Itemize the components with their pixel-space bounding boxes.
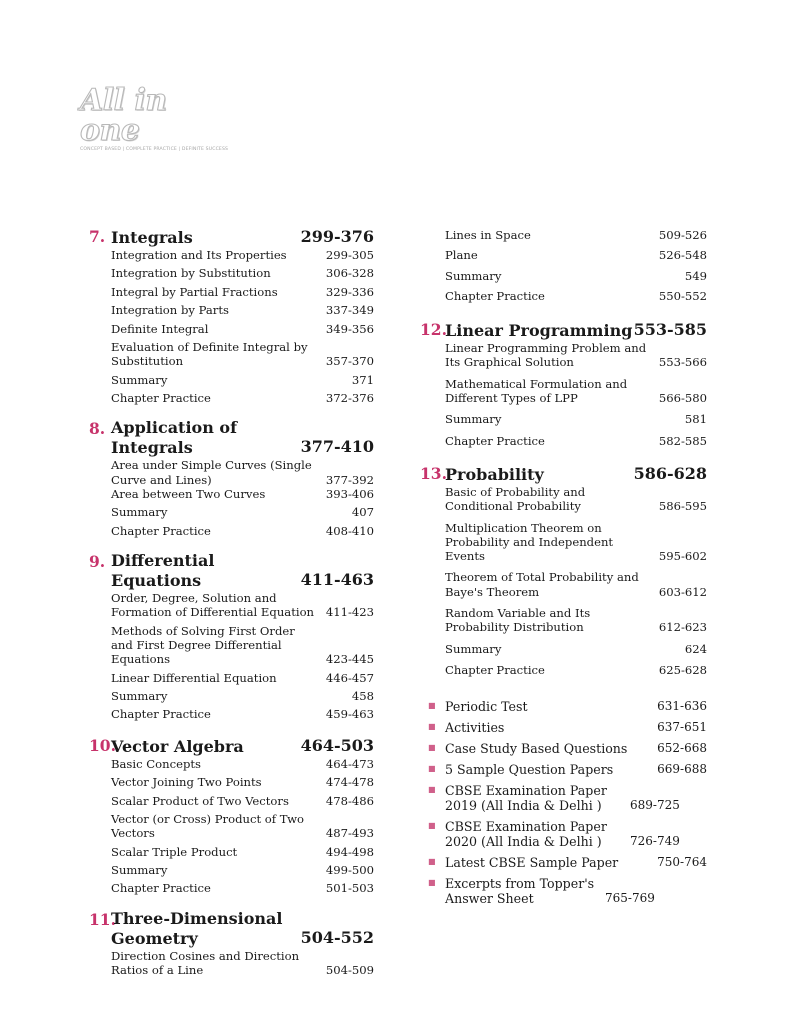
bullet-icon: ■ [428, 722, 436, 732]
brand-logo [80, 83, 230, 152]
chapter-13 [420, 463, 707, 677]
chapter-7 [89, 226, 374, 405]
chapter-11-continued [420, 226, 707, 303]
bullet-icon: ■ [428, 743, 436, 753]
chapter-title[interactable]: Application of Integrals [111, 418, 237, 458]
toc-topic[interactable]: Summary 407 [111, 505, 374, 520]
chapter-10 [89, 735, 374, 896]
chapter-11 [89, 909, 374, 978]
logo-tagline: CONCEPT BASED | COMPLETE PRACTICE | DEFINITE SUCCESS [80, 147, 229, 152]
toc-topic[interactable]: Integration by Parts 337-349 [111, 303, 374, 318]
chapter-number: 11. [89, 909, 116, 929]
extras-item[interactable]: ■ Activities 637-651 [420, 720, 707, 735]
chapter-title[interactable]: Integrals [111, 228, 193, 247]
chapter-number: 8. [89, 419, 106, 439]
toc-topic[interactable]: Definite Integral 349-356 [111, 321, 374, 336]
chapter-title[interactable]: Probability [445, 464, 544, 484]
toc-right-column [420, 226, 707, 912]
bullet-icon: ■ [428, 701, 436, 711]
chapter-number: 7. [89, 227, 106, 246]
toc-topic[interactable]: Integration by Substitution 306-328 [111, 266, 374, 281]
toc-topic[interactable]: Basic of Probability and Conditional Probability 586-595 [445, 484, 707, 514]
chapter-title[interactable]: Vector Algebra [111, 736, 244, 756]
toc-topic[interactable]: Chapter Practice 550-552 [445, 288, 707, 303]
toc-topic[interactable]: Direction Cosines and Direction Ratios of a Line 504-509 [111, 948, 374, 977]
chapter-page-range: 504-552 [300, 927, 374, 947]
chapter-8 [89, 418, 374, 538]
toc-topic[interactable]: Area between Two Curves 393-406 [111, 486, 374, 501]
toc-topic[interactable]: Multiplication Theorem on Probability and Independent Events 595-602 [445, 520, 707, 564]
chapter-title[interactable]: Three-Dimensional Geometry [111, 908, 283, 948]
toc-topic[interactable]: Evaluation of Definite Integral by Substitution 357-370 [111, 339, 374, 369]
extras-list [420, 699, 707, 906]
toc-topic[interactable]: Area under Simple Curves (Single Curve and Lines) 377-392 [111, 458, 374, 487]
chapter-title[interactable]: Linear Programming [445, 321, 633, 341]
toc-topic[interactable]: Lines in Space 509-526 [445, 228, 707, 242]
chapter-page-range: 411-463 [300, 570, 374, 589]
chapter-page-range: 299-376 [300, 227, 374, 246]
chapter-page-range: 586-628 [633, 463, 707, 483]
toc-left-column [89, 226, 374, 990]
bullet-icon: ■ [428, 764, 436, 774]
toc-topic[interactable]: Chapter Practice 501-503 [111, 881, 374, 896]
extras-item[interactable]: ■ Periodic Test 631-636 [420, 699, 707, 714]
extras-item[interactable]: ■ 5 Sample Question Papers 669-688 [420, 762, 707, 777]
toc-topic[interactable]: Chapter Practice 582-585 [445, 433, 707, 448]
bullet-icon: ■ [428, 785, 436, 795]
chapter-9 [89, 551, 374, 722]
toc-topic[interactable]: Summary 499-500 [111, 863, 374, 877]
chapter-number: 10. [89, 735, 116, 755]
toc-topic[interactable]: Basic Concepts 464-473 [111, 756, 374, 771]
chapter-title[interactable]: Differential Equations [111, 551, 215, 590]
extras-item[interactable]: ■ Latest CBSE Sample Paper 750-764 [420, 855, 707, 870]
chapter-page-range: 377-410 [300, 437, 374, 457]
toc-topic[interactable]: Summary 581 [445, 412, 707, 427]
toc-topic[interactable]: Theorem of Total Probability and Baye's Theorem 603-612 [445, 570, 707, 599]
toc-topic[interactable]: Summary 371 [111, 372, 374, 387]
extras-item[interactable]: ■ CBSE Examination Paper 2019 (All India & Delhi ) 689-725 [420, 783, 707, 813]
toc-topic[interactable]: Integral by Partial Fractions 329-336 [111, 284, 374, 299]
toc-topic[interactable]: Vector (or Cross) Product of Two Vectors 487-493 [111, 811, 374, 841]
chapter-number: 13. [420, 463, 447, 483]
toc-topic[interactable]: Summary 624 [445, 641, 707, 656]
toc-topic[interactable]: Vector Joining Two Points 474-478 [111, 775, 374, 790]
toc-topic[interactable]: Plane 526-548 [445, 248, 707, 263]
bullet-icon: ■ [428, 878, 436, 888]
chapter-page-range: 553-585 [633, 320, 707, 340]
extras-item[interactable]: ■ CBSE Examination Paper 2020 (All India & Delhi ) 726-749 [420, 819, 707, 849]
toc-topic[interactable]: Summary 549 [445, 268, 707, 283]
logo-wordmark: All in one [80, 83, 167, 148]
toc-topic[interactable]: Integration and Its Properties 299-305 [111, 248, 374, 262]
toc-topic[interactable]: Order, Degree, Solution and Formation of Differential Equation 411-423 [111, 591, 374, 620]
extras-item[interactable]: ■ Excerpts from Topper's Answer Sheet 765-769 [420, 876, 707, 906]
toc-topic[interactable]: Linear Programming Problem and Its Graphical Solution 553-566 [445, 341, 707, 370]
toc-topic[interactable]: Methods of Solving First Order and First Degree Differential Equations 423-445 [111, 623, 374, 667]
toc-topic[interactable]: Chapter Practice 625-628 [445, 662, 707, 677]
toc-topic[interactable]: Scalar Product of Two Vectors 478-486 [111, 793, 374, 808]
chapter-page-range: 464-503 [300, 735, 374, 755]
chapter-number: 12. [420, 320, 447, 340]
extras-item[interactable]: ■ Case Study Based Questions 652-668 [420, 741, 707, 756]
chapter-number: 9. [89, 552, 106, 571]
toc-topic[interactable]: Linear Differential Equation 446-457 [111, 670, 374, 685]
toc-topic[interactable]: Chapter Practice 408-410 [111, 523, 374, 538]
toc-topic[interactable]: Summary 458 [111, 689, 374, 704]
toc-topic[interactable]: Mathematical Formulation and Different Types of LPP 566-580 [445, 376, 707, 406]
toc-topic[interactable]: Random Variable and Its Probability Distribution 612-623 [445, 606, 707, 635]
toc-topic[interactable]: Chapter Practice 459-463 [111, 707, 374, 722]
bullet-icon: ■ [428, 821, 436, 831]
toc-topic[interactable]: Chapter Practice 372-376 [111, 391, 374, 406]
bullet-icon: ■ [428, 857, 436, 867]
chapter-12 [420, 319, 707, 448]
toc-topic[interactable]: Scalar Triple Product 494-498 [111, 844, 374, 859]
